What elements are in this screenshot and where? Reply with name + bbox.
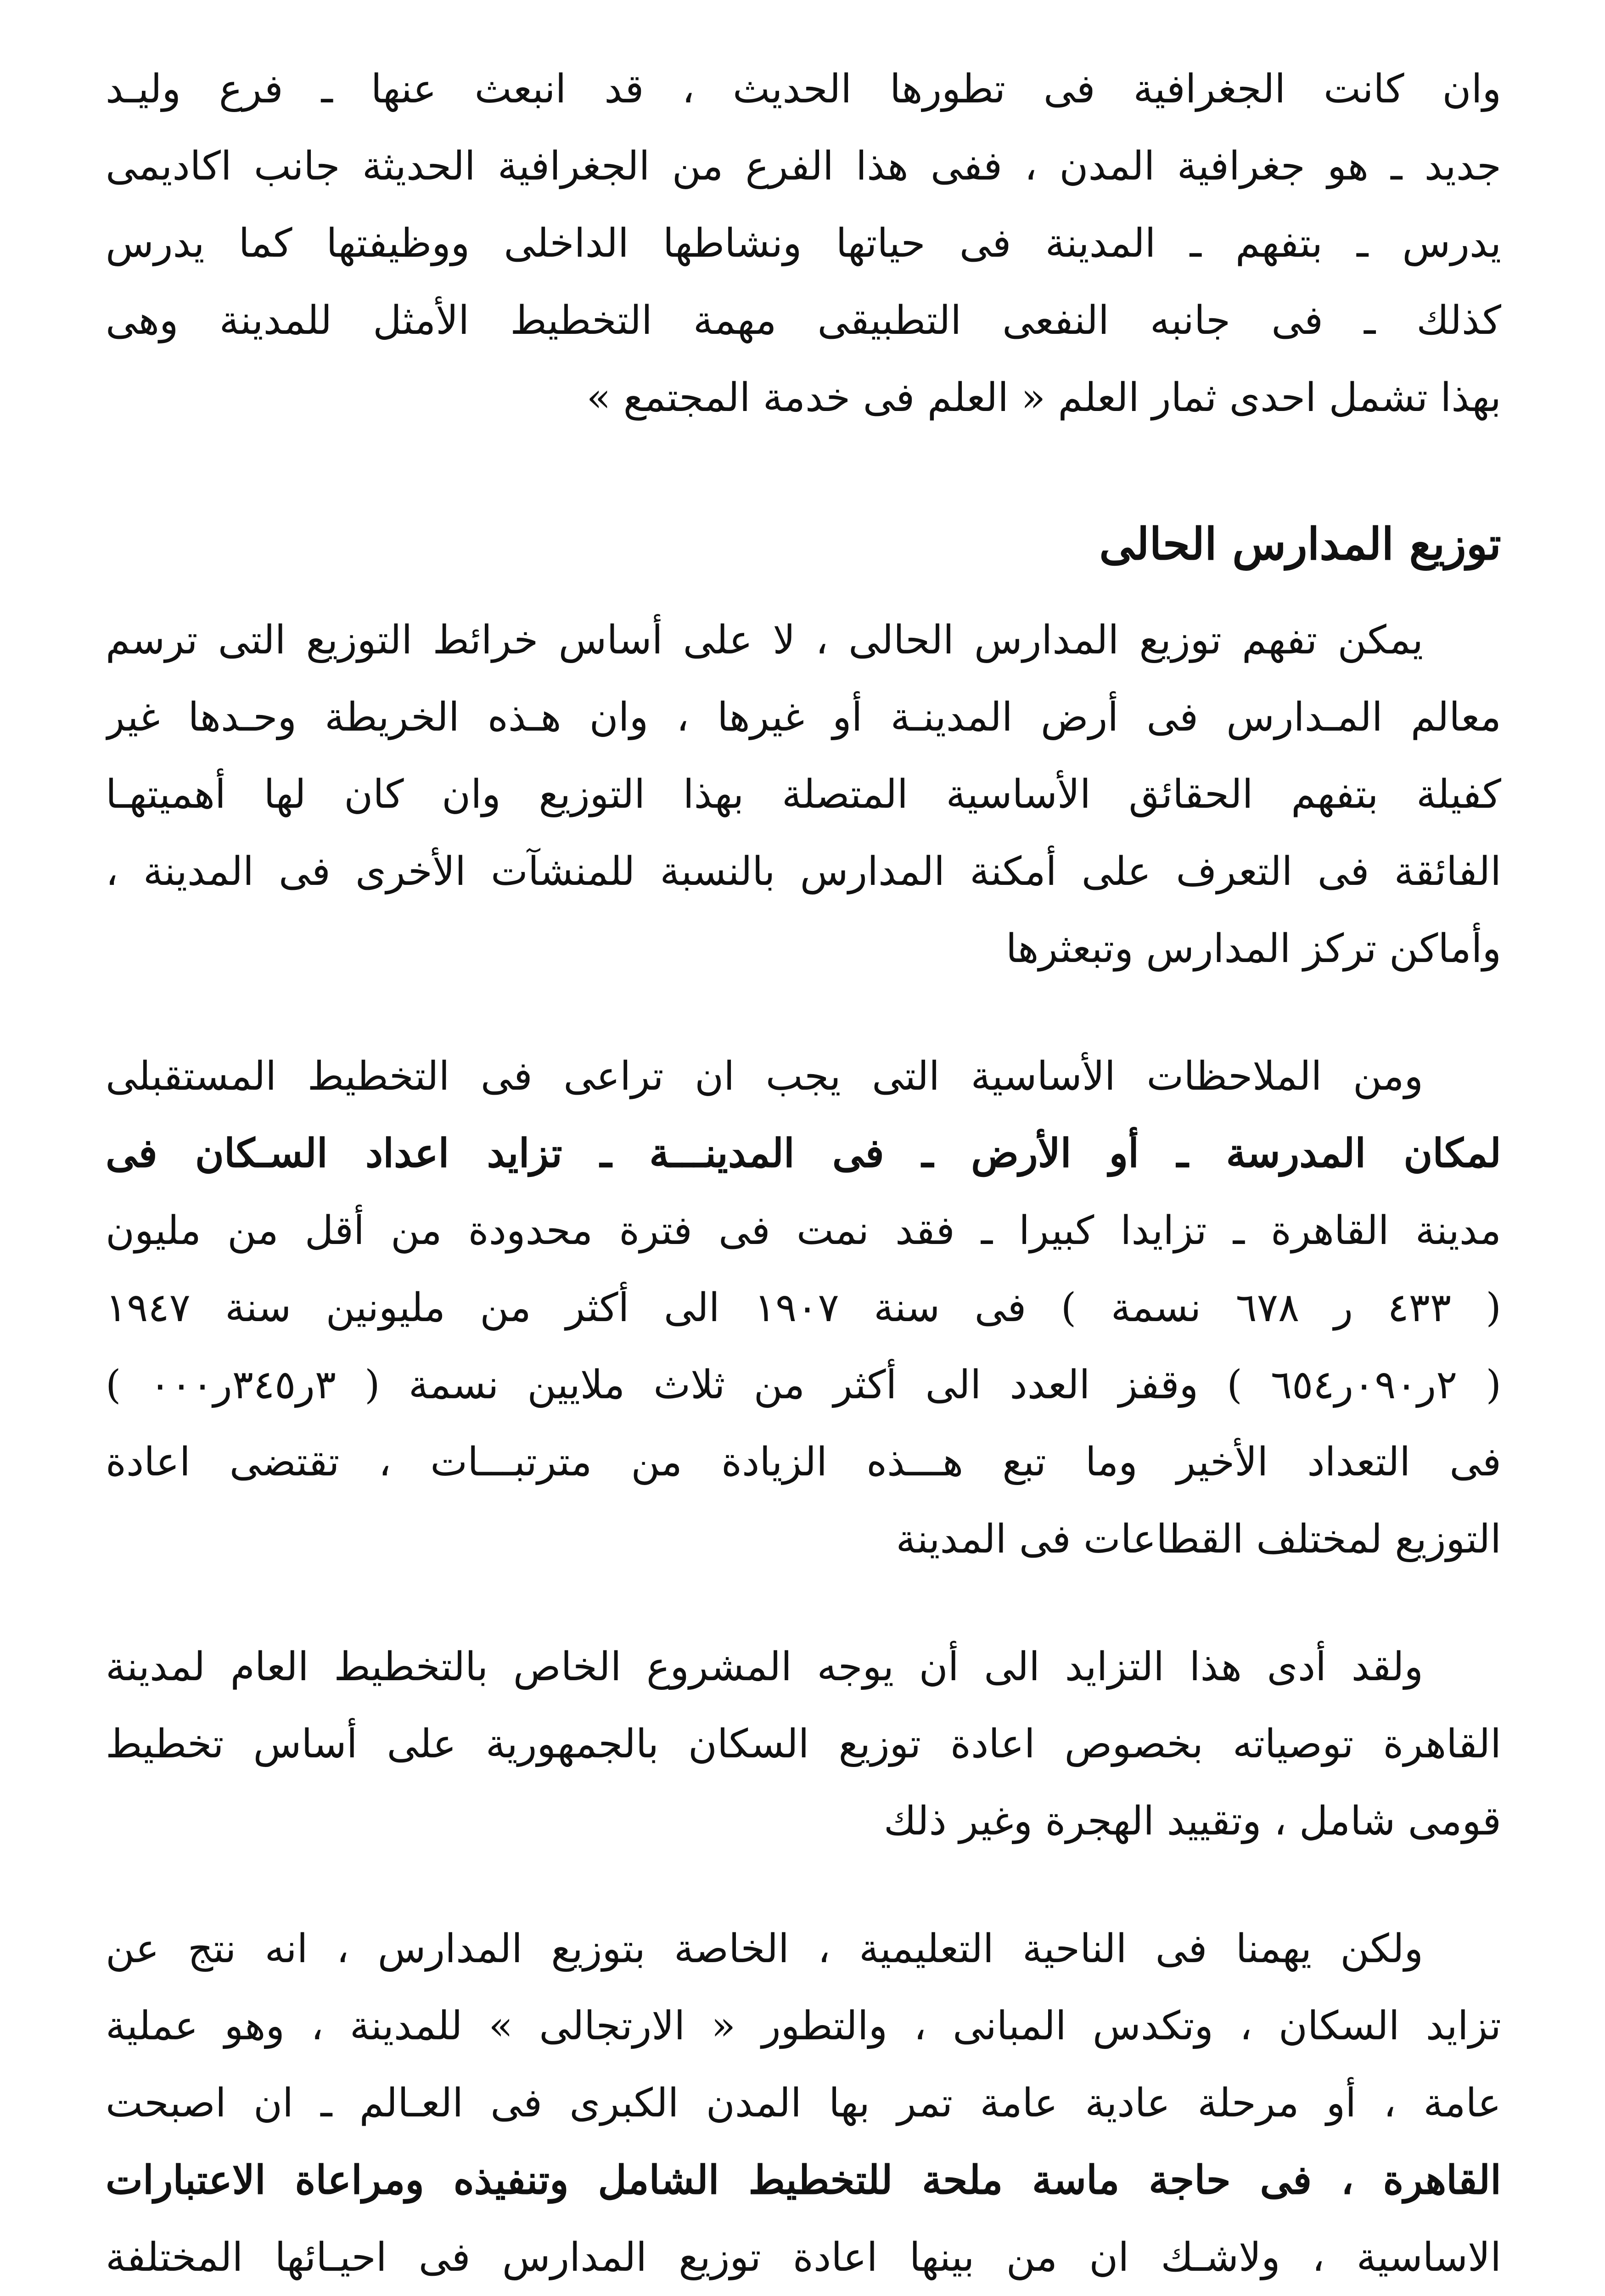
intro-paragraph bbox=[106, 51, 1501, 436]
paragraph-3 bbox=[106, 1628, 1501, 1860]
text-line: كذلك ـ فى جانبه النفعى التطبيقى مهمة التخطيط الأمثل للمدينة وهى bbox=[106, 298, 1501, 343]
text-line: جديد ـ هو جغرافية المدن ، ففى هذا الفرع من الجغرافية الحديثة جانب اكاديمى bbox=[106, 143, 1501, 189]
text-line: تزايد السكان ، وتكدس المبانى ، والتطور « الارتجالى » للمدينة ، وهو عملية bbox=[106, 2003, 1501, 2049]
text-line: قومى شامل ، وتقييد الهجرة وغير ذلك bbox=[883, 1798, 1501, 1844]
text-line: الفائقة فى التعرف على أمكنة المدارس بالنسبة للمنشآت الأخرى فى المدينة ، bbox=[106, 849, 1501, 895]
text-line: ( ٤٣٣ ر ٦٧٨ نسمة ) فى سنة ١٩٠٧ الى أكثر من مليونين سنة ١٩٤٧ bbox=[106, 1285, 1501, 1331]
paragraph-gap bbox=[106, 1578, 1501, 1628]
text-line: كفيلة بتفهم الحقائق الأساسية المتصلة بهذا التوزيع وان كان لها أهميتهـا bbox=[106, 771, 1501, 817]
text-line: الاساسية ، ولاشـك ان من بينها اعادة توزيع المدارس فى احيـائها المختلفة bbox=[106, 2234, 1501, 2280]
paragraph-gap bbox=[106, 987, 1501, 1038]
text-line: ومن الملاحظات الأساسية التى يجب ان تراعى فى التخطيط المستقبلى bbox=[106, 1053, 1423, 1099]
section-heading: توزيع المدارس الحالى bbox=[1099, 518, 1501, 570]
text-line: وأماكن تركز المدارس وتبعثرها bbox=[1005, 926, 1501, 972]
text-line: القاهرة توصياته بخصوص اعادة توزيع السكان بالجمهورية على أساس تخطيط bbox=[106, 1721, 1501, 1767]
text-line: فى التعداد الأخير وما تبع هـــذه الزيادة من مترتبـــات ، تقتضى اعادة bbox=[106, 1439, 1501, 1485]
text-line: ( ٢ر٠٩٠ر٦٥٤ ) وقفز العدد الى أكثر من ثلاث ملايين نسمة ( ٣ر٣٤٥ر٠٠٠ ) bbox=[106, 1362, 1501, 1408]
text-line: معالم المـدارس فى أرض المدينـة أو غيرها ، وان هـذه الخريطة وحـدها غير bbox=[106, 694, 1501, 740]
paragraph-2 bbox=[106, 1038, 1501, 1578]
text-line: ولقد أدى هذا التزايد الى أن يوجه المشروع الخاص بالتخطيط العام لمدينة bbox=[106, 1644, 1423, 1690]
text-line: التوزيع لمختلف القطاعات فى المدينة bbox=[896, 1516, 1501, 1562]
text-line: بهذا تشمل احدى ثمار العلم « العلم فى خدمة المجتمع » bbox=[586, 375, 1501, 421]
text-line: يدرس ـ بتفهم ـ المدينة فى حياتها ونشاطها الداخلى ووظيفتها كما يدرس bbox=[106, 220, 1501, 266]
document-page bbox=[106, 51, 1501, 2296]
text-line: مدينة القاهرة ـ تزايدا كبيرا ـ فقد نمت فى فترة محدودة من أقل من مليون bbox=[106, 1208, 1501, 1254]
text-line: ولكن يهمنا فى الناحية التعليمية ، الخاصة بتوزيع المدارس ، انه نتج عن bbox=[106, 1926, 1423, 1972]
text-line: عامة ، أو مرحلة عادية عامة تمر بها المدن الكبرى فى العـالم ـ ان اصبحت bbox=[106, 2080, 1501, 2126]
paragraph-gap bbox=[106, 1860, 1501, 1910]
paragraph-4 bbox=[106, 1910, 1501, 2296]
text-line: وان كانت الجغرافية فى تطورها الحديث ، قد انبعث عنها ـ فرع وليـد bbox=[106, 66, 1501, 112]
text-line: لمكان المدرسة ـ أو الأرض ـ فى المدينـــة ـ تزايد اعداد السـكان فى bbox=[106, 1130, 1501, 1176]
text-line: يمكن تفهم توزيع المدارس الحالى ، لا على أساس خرائط التوزيع التى ترسم bbox=[106, 617, 1423, 663]
paragraph-1 bbox=[106, 602, 1501, 987]
text-line: القاهرة ، فى حاجة ماسة ملحة للتخطيط الشامل وتنفيذه ومراعاة الاعتبارات bbox=[106, 2157, 1501, 2203]
